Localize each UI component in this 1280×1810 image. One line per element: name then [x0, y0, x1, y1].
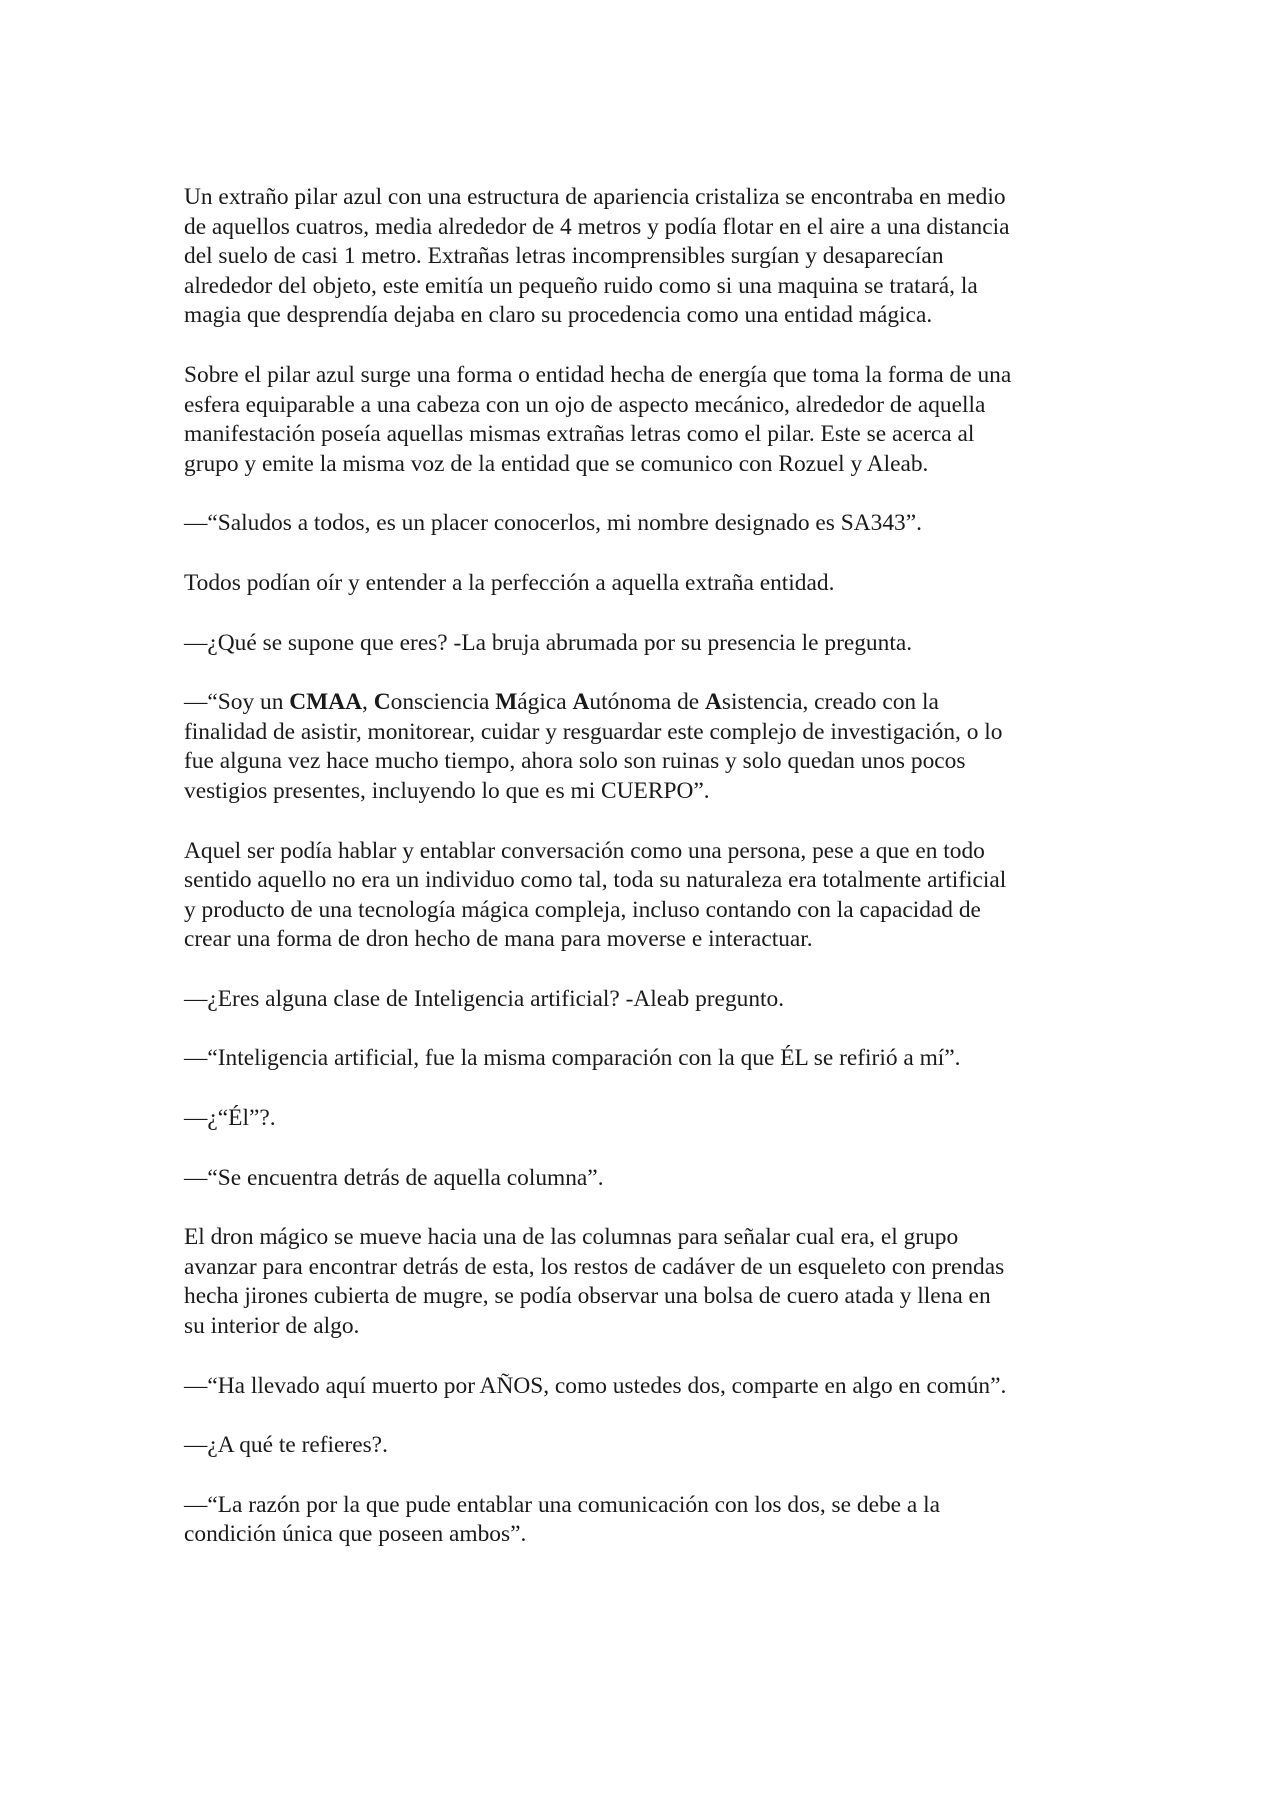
paragraph-artificial-nature: Aquel ser podía hablar y entablar conversación como una persona, pese a que en todo sentido aquello no era un individuo como tal, toda su naturaleza era totalmente artificial y producto de una tecnología mágica compleja, incluso contando con la capacidad de crear una forma de dron hecho de mana para moverse e interactuar.	[184, 837, 1007, 953]
text-segment: —“Soy un	[184, 689, 290, 716]
dialogue-what-do-you-mean: —¿A qué te refieres?.	[184, 1432, 388, 1459]
dialogue-unique-condition: —“La razón por la que pude entablar una comunicación con los dos, se debe a la condición única que poseen ambos”.	[184, 1491, 941, 1548]
text-segment: onsciencia	[390, 689, 496, 716]
dialogue-dead-for-years: —“Ha llevado aquí muerto por AÑOS, como ustedes dos, comparte en algo en común”.	[184, 1372, 1007, 1399]
text-segment: CMAA	[289, 689, 363, 716]
text-segment: utónoma de	[589, 689, 706, 716]
paragraph-energy-entity: Sobre el pilar azul surge una forma o entidad hecha de energía que toma la forma de una esfera equiparable a una cabeza con un ojo de aspecto mecánico, alrededor de aquella manifestación poseía aquellas mismas extrañas letras como el pilar. Este se acerca al grupo y emite la misma voz de la entidad que se comunico con Rozuel y Aleab.	[184, 361, 1012, 477]
text-segment: A	[705, 689, 722, 716]
document-body	[184, 183, 1114, 1550]
text-segment: ágica	[517, 689, 573, 716]
dialogue-witch-question: —¿Qué se supone que eres? -La bruja abrumada por su presencia le pregunta.	[184, 629, 913, 656]
text-segment: sistencia, creado con la finalidad de asistir, monitorear, cuidar y resguardar este complejo de investigación, o lo fue alguna vez hace mucho tiempo, ahora solo son ruinas y solo quedan unos pocos vestigios presentes, incluyendo lo que es mi CUERPO”.	[184, 689, 1003, 804]
dialogue-ai-comparison: —“Inteligencia artificial, fue la misma comparación con la que ÉL se refirió a mí”.	[184, 1045, 961, 1072]
dialogue-el-question: —¿“Él”?.	[184, 1105, 276, 1132]
text-segment: M	[495, 689, 518, 716]
paragraph-understanding: Todos podían oír y entender a la perfección a aquella extraña entidad.	[184, 569, 835, 596]
text-segment: ,	[362, 689, 374, 716]
paragraph-skeleton-discovery: El dron mágico se mueve hacia una de las columnas para señalar cual era, el grupo avanzar para encontrar detrás de esta, los restos de cadáver de un esqueleto con prendas hecha jirones cubierta de mugre, se podía observar una bolsa de cuero atada y llena en su interior de algo.	[184, 1224, 1005, 1340]
dialogue-greeting: —“Saludos a todos, es un placer conocerlos, mi nombre designado es SA343”.	[184, 510, 922, 537]
text-segment: A	[572, 689, 590, 716]
dialogue-column: —“Se encuentra detrás de aquella columna”.	[184, 1164, 604, 1191]
dialogue-aleab-question: —¿Eres alguna clase de Inteligencia artificial? -Aleab pregunto.	[184, 985, 785, 1012]
text-segment: C	[373, 689, 391, 716]
paragraph-pillar-description: Un extraño pilar azul con una estructura de apariencia cristaliza se encontraba en medio de aquellos cuatros, media alrededor de 4 metros y podía flotar en el aire a una distancia del suelo de casi 1 metro. Extrañas letras incomprensibles surgían y desaparecían alrededor del objeto, este emitía un pequeño ruido como si una maquina se tratará, la magia que desprendía dejaba en claro su procedencia como una entidad mágica.	[184, 184, 1010, 329]
dialogue-cmaa-introduction	[184, 688, 1114, 806]
